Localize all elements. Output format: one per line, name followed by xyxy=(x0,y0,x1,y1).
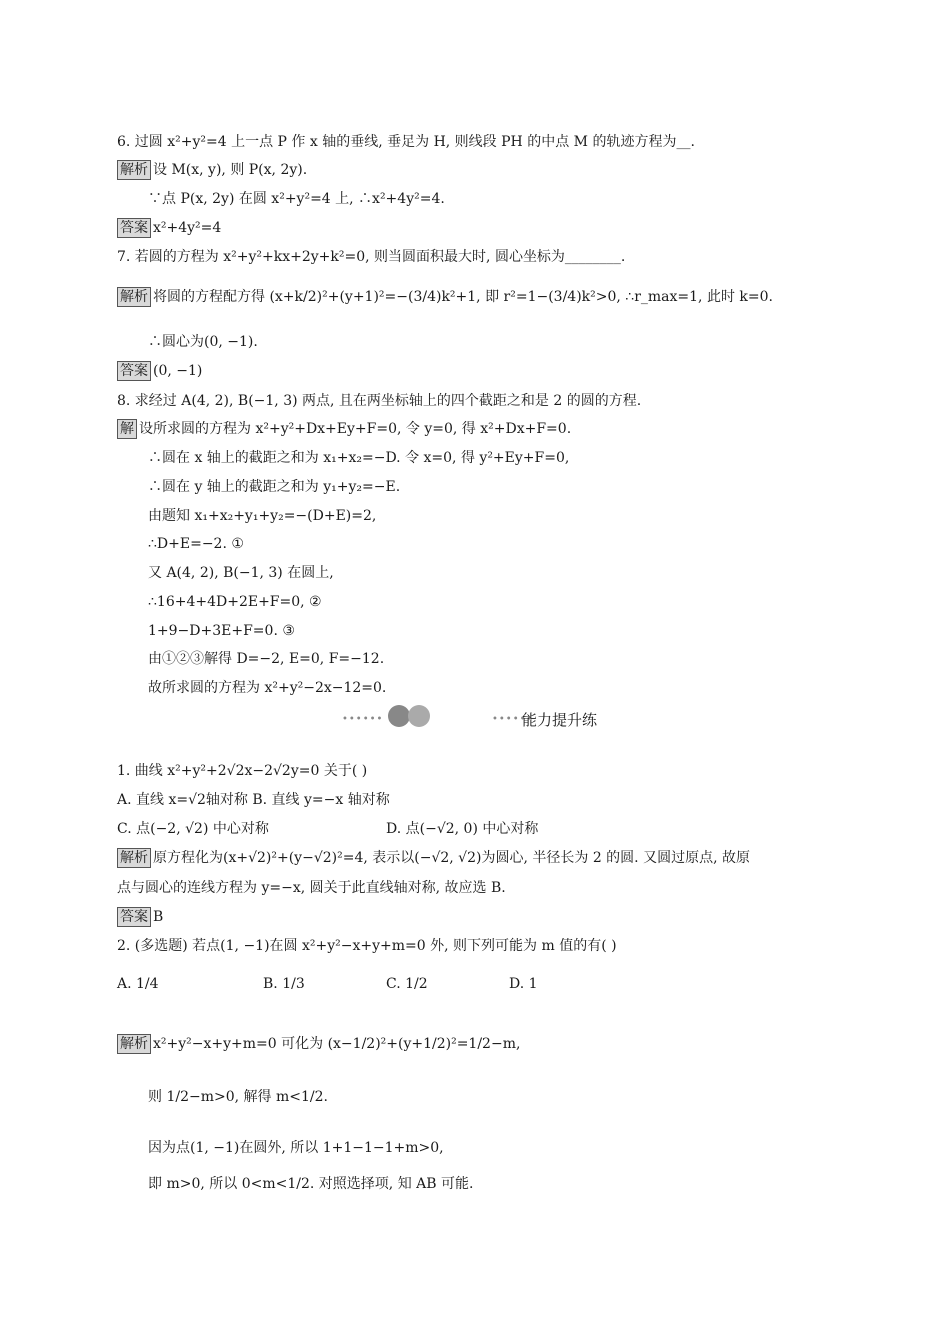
adv-q2-analysis-line-2: 则 1/2−m>0, 解得 m<1/2. xyxy=(148,1089,328,1105)
answer-tag: 答案 xyxy=(117,218,151,238)
adv-q1-option-c: C. 点(−2, √2) 中心对称 xyxy=(117,821,269,837)
answer-tag: 答案 xyxy=(117,361,151,381)
q8-solution-line-8: 1+9−D+3E+F=0. ③ xyxy=(148,623,295,639)
q8-solution-line-2: ∴圆在 x 轴上的截距之和为 x₁+x₂=−D. 令 x=0, 得 y²+Ey+F=0, xyxy=(148,450,570,466)
adv-q1-answer: 答案 B xyxy=(117,907,163,927)
analysis-tag: 解析 xyxy=(117,160,151,180)
adv-q2-analysis-line-4: 即 m>0, 所以 0<m<1/2. 对照选择项, 知 AB 可能. xyxy=(148,1176,474,1192)
adv-q2-analysis-line-3: 因为点(1, −1)在圆外, 所以 1+1−1−1+m>0, xyxy=(148,1140,444,1156)
analysis-tag: 解析 xyxy=(117,848,151,868)
solution-tag: 解 xyxy=(117,419,137,439)
q8-solution-line-7: ∴16+4+4D+2E+F=0, ② xyxy=(148,594,322,610)
adv-q1-option-d: D. 点(−√2, 0) 中心对称 xyxy=(386,821,539,837)
q7-answer: 答案 (0, −1) xyxy=(117,361,202,381)
q7-analysis-line-2: ∴圆心为(0, −1). xyxy=(148,334,258,350)
divider-circle-right xyxy=(408,705,430,727)
adv-q2-analysis-line-1: 解析 x²+y²−x+y+m=0 可化为 (x−1/2)²+(y+1/2)²=1/2−m, xyxy=(117,1034,520,1054)
adv-q2-option-b: B. 1/3 xyxy=(263,976,305,992)
q7-analysis-line-1: 解析 将圆的方程配方得 (x+k/2)²+(y+1)²=−(3/4)k²+1, 即 r²=1−(3/4)k²>0, ∴r_max=1, 此时 k=0. xyxy=(117,287,773,307)
adv-q2-option-a: A. 1/4 xyxy=(117,976,159,992)
divider-dots-left: •••••• xyxy=(342,714,384,725)
adv-question-1: 1. 曲线 x²+y²+2√2x−2√2y=0 关于( ) xyxy=(117,763,368,779)
answer-tag: 答案 xyxy=(117,907,151,927)
adv-q1-options-ab: A. 直线 x=√2轴对称 B. 直线 y=−x 轴对称 xyxy=(117,792,390,808)
question-7: 7. 若圆的方程为 x²+y²+kx+2y+k²=0, 则当圆面积最大时, 圆心坐标为________. xyxy=(117,249,626,265)
adv-question-2: 2. (多选题) 若点(1, −1)在圆 x²+y²−x+y+m=0 外, 则下列可能为 m 值的有( ) xyxy=(117,938,617,954)
adv-q1-analysis-line-2: 点与圆心的连线方程为 y=−x, 圆关于此直线轴对称, 故应选 B. xyxy=(117,880,506,896)
analysis-tag: 解析 xyxy=(117,1034,151,1054)
analysis-tag: 解析 xyxy=(117,287,151,307)
question-6: 6. 过圆 x²+y²=4 上一点 P 作 x 轴的垂线, 垂足为 H, 则线段 PH 的中点 M 的轨迹方程为__. xyxy=(117,134,695,150)
q8-solution-line-10: 故所求圆的方程为 x²+y²−2x−12=0. xyxy=(148,680,387,696)
question-8: 8. 求经过 A(4, 2), B(−1, 3) 两点, 且在两坐标轴上的四个截距之和是 2 的圆的方程. xyxy=(117,393,642,409)
q8-solution-line-1: 解 设所求圆的方程为 x²+y²+Dx+Ey+F=0, 令 y=0, 得 x²+Dx+F=0. xyxy=(117,419,571,439)
section-title: 能力提升练 xyxy=(522,711,598,729)
q6-analysis-line-1: 解析 设 M(x, y), 则 P(x, 2y). xyxy=(117,160,307,180)
adv-q2-option-d: D. 1 xyxy=(509,976,538,992)
divider-circle-left xyxy=(388,705,410,727)
q8-solution-line-4: 由题知 x₁+x₂+y₁+y₂=−(D+E)=2, xyxy=(148,508,377,524)
adv-q1-analysis-line-1: 解析 原方程化为(x+√2)²+(y−√2)²=4, 表示以(−√2, √2)为圆心, 半径长为 2 的圆. 又圆过原点, 故原 xyxy=(117,848,750,868)
q6-answer: 答案 x²+4y²=4 xyxy=(117,218,221,238)
q8-solution-line-5: ∴D+E=−2. ① xyxy=(148,536,244,552)
q8-solution-line-6: 又 A(4, 2), B(−1, 3) 在圆上, xyxy=(148,565,334,581)
q8-solution-line-3: ∴圆在 y 轴上的截距之和为 y₁+y₂=−E. xyxy=(148,479,401,495)
q6-analysis-line-2: ∵点 P(x, 2y) 在圆 x²+y²=4 上, ∴x²+4y²=4. xyxy=(148,191,445,207)
adv-q2-option-c: C. 1/2 xyxy=(386,976,428,992)
divider-dots-right: •••••• xyxy=(492,714,534,725)
q8-solution-line-9: 由①②③解得 D=−2, E=0, F=−12. xyxy=(148,651,385,667)
